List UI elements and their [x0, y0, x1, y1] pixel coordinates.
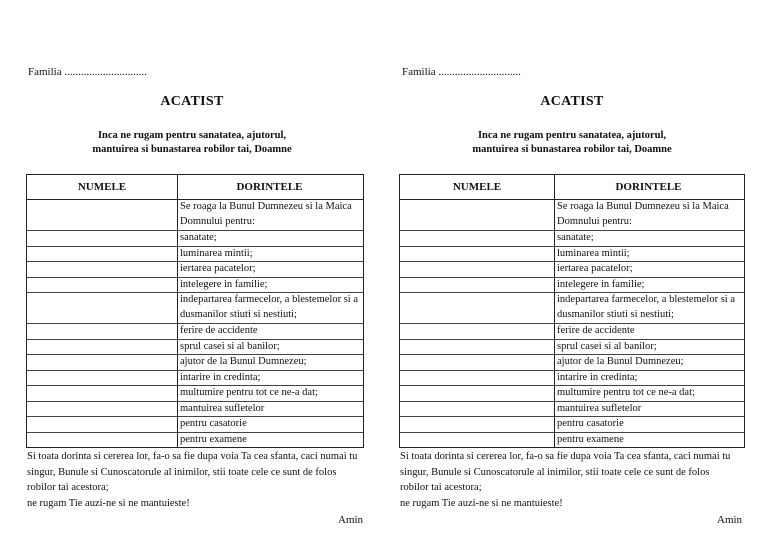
name-cell[interactable]	[27, 402, 178, 417]
name-cell[interactable]	[27, 278, 178, 293]
closing-line-1: Si toata dorinta si cererea lor, fa-o sa fie dupa voia Ta cea sfanta, caci numai tu	[400, 451, 731, 462]
wish-cell: multumire pentru tot ce ne-a dat;	[180, 387, 318, 398]
table-row	[27, 324, 363, 340]
wish-cell: intarire in credinta;	[180, 371, 261, 383]
table-row	[400, 386, 744, 402]
table-row	[400, 371, 744, 387]
name-cell[interactable]	[400, 262, 555, 277]
name-cell[interactable]	[400, 402, 555, 417]
names-wishes-table	[399, 174, 745, 448]
name-cell[interactable]	[400, 417, 555, 432]
table-row	[400, 417, 744, 433]
wish-cell: indepartarea farmecelor, a blestemelor si a dusmanilor stiuti si nestiuti;	[180, 294, 358, 320]
name-cell[interactable]	[27, 417, 178, 432]
wish-cell: sprul casei si al banilor;	[180, 340, 280, 352]
table-row	[27, 371, 363, 387]
table-row	[27, 231, 363, 247]
name-cell[interactable]	[27, 231, 178, 246]
closing-line-1: Si toata dorinta si cererea lor, fa-o sa fie dupa voia Ta cea sfanta, caci numai tu	[27, 451, 358, 462]
form-subtitle	[380, 129, 764, 157]
amin-text: Amin	[338, 514, 364, 526]
wish-cell: pentru casatorie	[180, 418, 247, 429]
name-cell[interactable]	[400, 340, 555, 355]
wish-cell: luminarea mintii;	[180, 247, 253, 259]
table-row	[400, 402, 744, 418]
name-cell[interactable]	[27, 247, 178, 262]
wish-cell: sprul casei si al banilor;	[557, 340, 657, 352]
table-body	[400, 200, 744, 447]
name-cell[interactable]	[400, 324, 555, 339]
family-label: Familia ..............................	[402, 66, 521, 78]
wish-cell: iertarea pacatelor;	[557, 263, 633, 274]
closing-line-2: singur, Bunule si Cunoscatorule al inimilor, stii toate cele ce sunt de folos	[400, 466, 710, 478]
table-row	[27, 402, 363, 418]
subtitle-line-1: Inca ne rugam pentru sanatatea, ajutorul,	[477, 130, 667, 141]
closing-line-3: robilor tai acestora;	[27, 482, 109, 493]
name-cell[interactable]	[27, 262, 178, 277]
name-cell[interactable]	[400, 278, 555, 293]
name-cell[interactable]	[27, 200, 178, 230]
wish-cell: ajutor de la Bunul Dumnezeu;	[180, 356, 307, 367]
name-cell[interactable]	[27, 433, 178, 448]
subtitle-line-2: mantuirea si bunastarea robilor tai, Doamne	[472, 144, 672, 155]
wish-cell: mantuirea sufletelor	[180, 402, 265, 414]
table-row	[400, 433, 744, 448]
closing-line-4: ne rugam Tie auzi-ne si ne mantuieste!	[27, 497, 190, 509]
wish-cell: intelegere in familie;	[557, 278, 645, 290]
table-row	[400, 293, 744, 324]
closing-prayer	[400, 449, 744, 511]
table-row	[400, 247, 744, 263]
table-header	[400, 175, 744, 200]
name-cell[interactable]	[400, 293, 555, 323]
amin-text: Amin	[717, 514, 743, 526]
wish-cell: ajutor de la Bunul Dumnezeu;	[557, 356, 684, 367]
name-cell[interactable]	[400, 355, 555, 370]
subtitle-line-1: Inca ne rugam pentru sanatatea, ajutorul,	[97, 130, 287, 141]
wish-cell: indepartarea farmecelor, a blestemelor si a dusmanilor stiuti si nestiuti;	[557, 294, 735, 320]
table-row	[27, 200, 363, 231]
name-cell[interactable]	[400, 386, 555, 401]
table-row	[400, 262, 744, 278]
wish-cell: ferire de accidente	[180, 325, 258, 336]
wish-cell: luminarea mintii;	[557, 247, 630, 259]
name-cell[interactable]	[400, 200, 555, 230]
name-cell[interactable]	[27, 355, 178, 370]
closing-prayer	[27, 449, 363, 511]
closing-line-2: singur, Bunule si Cunoscatorule al inimilor, stii toate cele ce sunt de folos	[27, 466, 337, 478]
name-cell[interactable]	[27, 386, 178, 401]
wish-cell: pentru casatorie	[557, 418, 624, 429]
wish-cell: sanatate;	[557, 232, 594, 243]
subtitle-line-2: mantuirea si bunastarea robilor tai, Doamne	[92, 144, 292, 155]
name-cell[interactable]	[400, 433, 555, 448]
wish-cell: pentru examene	[180, 433, 247, 445]
wish-cell: intarire in credinta;	[557, 371, 638, 383]
table-row	[27, 278, 363, 294]
acatist-form-right	[384, 0, 768, 543]
wish-cell: multumire pentru tot ce ne-a dat;	[557, 387, 695, 398]
table-row	[400, 324, 744, 340]
column-header-wishes: DORINTELE	[615, 181, 682, 193]
table-row	[27, 417, 363, 433]
table-row	[400, 200, 744, 231]
wish-cell: Se roaga la Bunul Dumnezeu si la Maica Domnului pentru:	[557, 201, 729, 227]
table-body	[27, 200, 363, 447]
table-row	[400, 278, 744, 294]
table-row	[27, 386, 363, 402]
form-subtitle	[0, 129, 384, 157]
table-row	[27, 293, 363, 324]
column-header-names: NUMELE	[400, 175, 555, 199]
form-title: ACATIST	[540, 94, 604, 109]
table-row	[27, 433, 363, 448]
name-cell[interactable]	[27, 340, 178, 355]
closing-line-3: robilor tai acestora;	[400, 482, 482, 493]
name-cell[interactable]	[27, 293, 178, 323]
table-row	[27, 340, 363, 356]
table-row	[27, 355, 363, 371]
table-row	[400, 340, 744, 356]
wish-cell: pentru examene	[557, 433, 624, 445]
table-row	[400, 355, 744, 371]
family-label: Familia ..............................	[28, 66, 147, 78]
table-header	[27, 175, 363, 200]
name-cell[interactable]	[27, 371, 178, 386]
column-header-names: NUMELE	[27, 175, 178, 199]
table-row	[400, 231, 744, 247]
wish-cell: intelegere in familie;	[180, 278, 268, 290]
wish-cell: sanatate;	[180, 232, 217, 243]
column-header-wishes: DORINTELE	[236, 181, 303, 193]
name-cell[interactable]	[27, 324, 178, 339]
wish-cell: mantuirea sufletelor	[557, 402, 642, 414]
form-title: ACATIST	[160, 94, 224, 109]
wish-cell: Se roaga la Bunul Dumnezeu si la Maica Domnului pentru:	[180, 201, 352, 227]
names-wishes-table	[26, 174, 364, 448]
closing-line-4: ne rugam Tie auzi-ne si ne mantuieste!	[400, 497, 563, 509]
wish-cell: iertarea pacatelor;	[180, 263, 256, 274]
name-cell[interactable]	[400, 231, 555, 246]
table-row	[27, 247, 363, 263]
wish-cell: ferire de accidente	[557, 325, 635, 336]
name-cell[interactable]	[400, 371, 555, 386]
name-cell[interactable]	[400, 247, 555, 262]
table-row	[27, 262, 363, 278]
